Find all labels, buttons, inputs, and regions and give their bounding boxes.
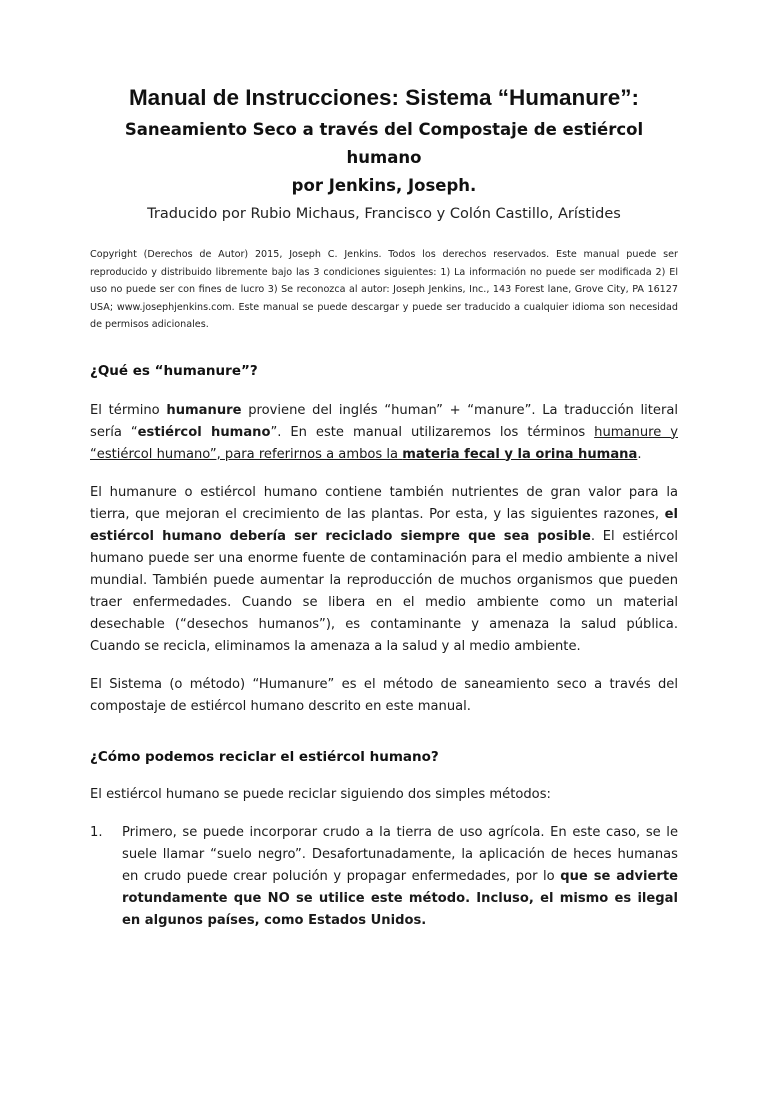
bold-term-estiercol: estiércol humano bbox=[137, 424, 271, 440]
paragraph-system: El Sistema (o método) “Humanure” es el método de saneamiento seco a través del compostaje de estiércol humano descrito en este manual. bbox=[90, 676, 678, 714]
paragraph-nutrients bbox=[90, 482, 678, 658]
section-heading-what-is-humanure: ¿Qué es “humanure”? bbox=[90, 362, 258, 379]
document-author: por Jenkins, Joseph. bbox=[291, 176, 477, 195]
list-item bbox=[90, 822, 678, 932]
section-heading-how-to-recycle: ¿Cómo podemos reciclar el estiércol humano? bbox=[90, 748, 439, 765]
list-item-text bbox=[122, 822, 678, 932]
bold-warning: que se advierte rotundamente que NO se utilice este método. Incluso, el mismo es ilegal en algunos países, como Estados Unidos. bbox=[122, 868, 678, 928]
text-run: proviene del inglés “human” + “manure”. La traducción literal sería “ bbox=[90, 402, 678, 440]
list-number: 1. bbox=[90, 824, 103, 840]
text-run: Primero, se puede incorporar crudo a la tierra de uso agrícola. En este caso, se le suele llamar “suelo negro”. Desafortunadamente, la aplicación de heces humanas en crudo puede crear polución y propagar enfermedades, por lo bbox=[122, 824, 678, 884]
paragraph-definition bbox=[90, 400, 678, 466]
underlined-text: humanure y “estiércol humano”, para referirnos a ambos la bbox=[90, 424, 678, 462]
text-run: El término bbox=[90, 402, 167, 418]
text-run: El humanure o estiércol humano contiene también nutrientes de gran valor para la tierra, que mejoran el crecimiento de las plantas. Por esta, y las siguientes razones, bbox=[90, 484, 678, 522]
text-run: ”. En este manual utilizaremos los términos bbox=[270, 424, 595, 440]
paragraph-methods-intro: El estiércol humano se puede reciclar siguiendo dos simples métodos: bbox=[90, 786, 551, 802]
copyright-notice: Copyright (Derechos de Autor) 2015, Joseph C. Jenkins. Todos los derechos reservados. Este manual puede ser reproducido y distribuido libremente bajo las 3 condiciones siguientes: 1) La información no puede ser modificada 2) El uso no puede ser con fines de lucro 3) Se reconozca al autor: Joseph Jenkins, Inc., 143 Forest lane, Grove City, PA 16127 USA; www.josephjenkins.com. Este manual se puede descargar y puede ser traducido a cualquier idioma son necesidad de permisos adicionales. bbox=[90, 249, 678, 330]
document-page bbox=[0, 84, 768, 1108]
document-title: Manual de Instrucciones: Sistema “Humanure”: bbox=[128, 85, 640, 110]
bold-recycle-statement: el estiércol humano debería ser reciclado siempre que sea posible bbox=[90, 506, 678, 544]
underlined-bold-text bbox=[402, 447, 637, 462]
text-run: . El estiércol humano puede ser una enorme fuente de contaminación para el medio ambiente a nivel mundial. También puede aumentar la reproducción de muchos organismos que pueden traer enfermedades. Cuando se libera en el medio ambiente como un material desechable (“desechos humanos”), es contaminante y amenaza la salud pública. Cuando se recicla, eliminamos la amenaza a la salud y al medio ambiente. bbox=[90, 528, 679, 654]
bold-materia-fecal: materia fecal y la orina humana bbox=[402, 446, 638, 462]
translators-line: Traducido por Rubio Michaus, Francisco y Colón Castillo, Arístides bbox=[147, 206, 621, 222]
methods-list bbox=[90, 822, 678, 932]
text-run: . bbox=[637, 446, 642, 462]
bold-term-humanure: humanure bbox=[166, 402, 242, 418]
document-subtitle: Saneamiento Seco a través del Compostaje de estiércol humano bbox=[124, 120, 644, 167]
